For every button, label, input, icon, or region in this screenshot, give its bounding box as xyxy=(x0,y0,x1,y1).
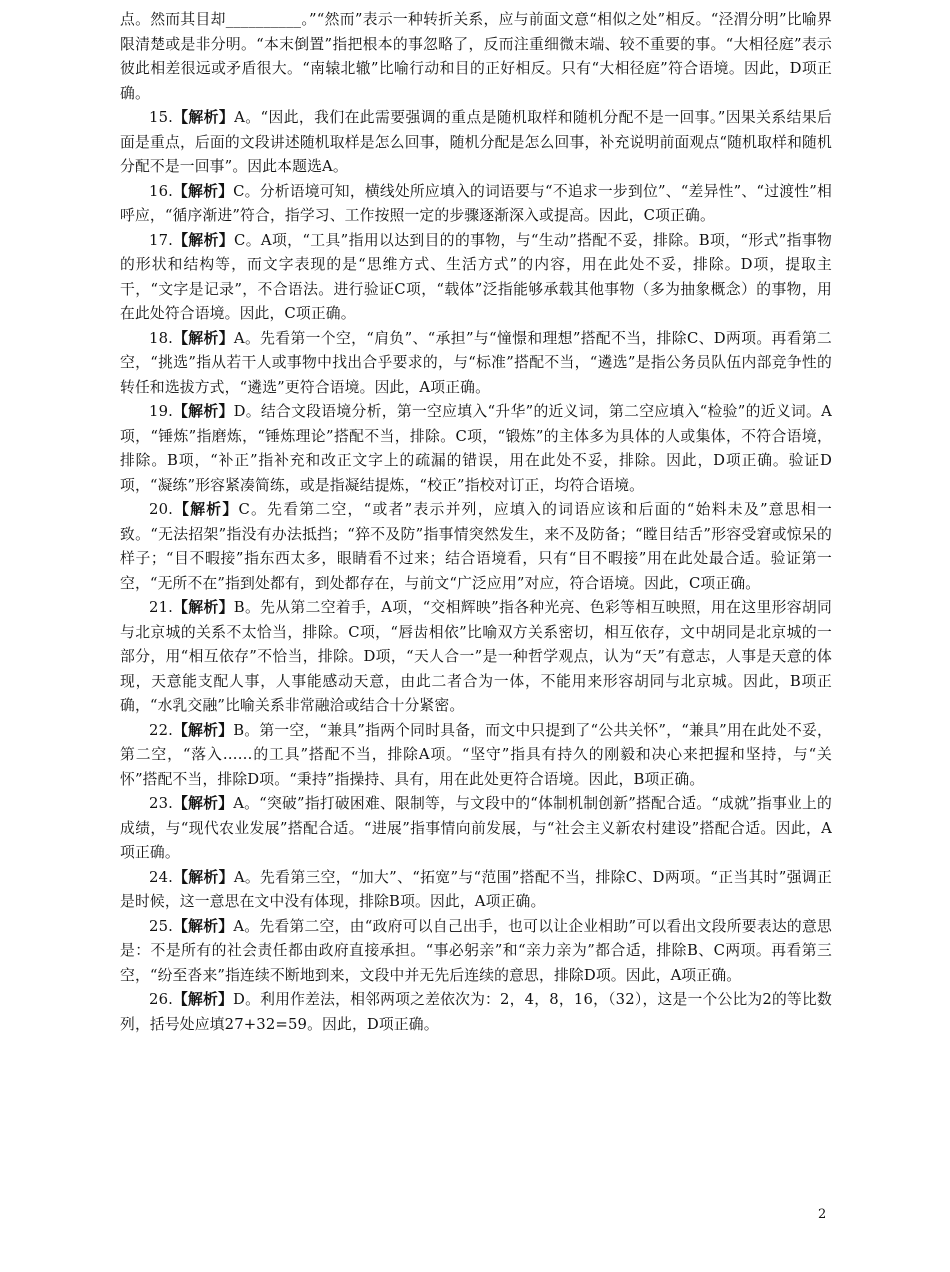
analysis-tag: 【解析】 xyxy=(172,991,234,1008)
analysis-tag: 【解析】 xyxy=(172,917,234,935)
analysis-tag: 【解析】 xyxy=(172,599,234,616)
item-text: D。结合文段语境分析，第一空应填入“升华”的近义词，第二空应填入“检验”的近义词。A项，“锤炼”指磨炼，“锤炼理论”搭配不当，排除。C项，“锻炼”的主体多为具体的人或集体，不符合语境，排除。B项，“补正”指补充和改正文字上的疏漏的错误，用在此处不妥，排除。因此，D项正确。验证D项，“凝练”形容紧凑简练，或是指凝结提炼，“校正”指校对订正，均符合语境。 xyxy=(120,403,832,494)
analysis-tag: 【解析】 xyxy=(172,329,234,347)
analysis-tag: 【解析】 xyxy=(172,182,234,200)
item-text: C。先看第二空，“或者”表示并列，应填入的词语应该和后面的“始料未及”意思相一致。“无法招架”指没有办法抵挡；“猝不及防”指事情突然发生，来不及防备；“瞠目结舌”形容受窘或惊呆的样子；“目不暇接”指东西太多，眼睛看不过来；结合语境看，只有“目不暇接”用在此处最合适。验证第一空，“无所不在”指到处都有，到处都存在，与前文“广泛应用”对应，符合语境。因此，C项正确。 xyxy=(120,501,832,592)
item-number: 17. xyxy=(149,231,173,249)
item-number: 19. xyxy=(149,403,173,420)
item-text: A。“因此，我们在此需要强调的重点是随机取样和随机分配不是一回事。”因果关系结果后面是重点，后面的文段讲述随机取样是怎么回事，随机分配是怎么回事，补充说明前面观点“随机取样和随机分配不是一回事”。因此本题选A。 xyxy=(120,109,832,175)
item-number: 26. xyxy=(149,991,173,1008)
item-text: D。利用作差法，相邻两项之差依次为：2，4，8，16，（32），这是一个公比为2的等比数列，括号处应填27+32=59。因此，D项正确。 xyxy=(120,991,832,1033)
item-text: A。先看第三空，“加大”、“拓宽”与“范围”搭配不当，排除C、D两项。“正当其时”强调正是时候，这一意思在文中没有体现，排除B项。因此，A项正确。 xyxy=(120,868,832,910)
item-text: A。先看第一个空，“肩负”、“承担”与“憧憬和理想”搭配不当，排除C、D两项。再看第二空，“挑选”指从若干人或事物中找出合乎要求的，与“标准”搭配不当，“遴选”是指公务员队伍内部竞争性的转任和选拔方式，“遴选”更符合语境。因此，A项正确。 xyxy=(120,329,832,396)
explanation-item-24 xyxy=(120,866,832,915)
analysis-tag: 【解析】 xyxy=(172,868,234,886)
explanation-item-18 xyxy=(120,327,832,401)
item-text: B。第一空，“兼具”指两个同时具备，而文中只提到了“公共关怀”，“兼具”用在此处不妥，第二空，“落入……的工具”搭配不当，排除A项。“坚守”指具有持久的刚毅和决心来把握和坚持，与“关怀”搭配不当，排除D项。“秉持”指操持、具有，用在此处更符合语境。因此，B项正确。 xyxy=(120,721,832,788)
item-text: C。分析语境可知，横线处所应填入的词语要与“不追求一步到位”、“差异性”、“过渡性”相呼应，“循序渐进”符合，指学习、工作按照一定的步骤逐渐深入或提高。因此，C项正确。 xyxy=(120,182,832,224)
item-text: C。A项，“工具”指用以达到目的的事物，与“生动”搭配不妥，排除。B项，“形式”指事物的形状和结构等，而文字表现的是“思维方式、生活方式”的内容，用在此处不妥，排除。D项，提取主干，“文字是记录”，不合语法。进行验证C项，“载体”泛指能够承载其他事物（多为抽象概念）的事物，用在此处符合语境。因此，C项正确。 xyxy=(120,231,832,322)
explanation-item-16 xyxy=(120,180,832,229)
explanation-item-25 xyxy=(120,915,832,989)
item-number: 16. xyxy=(149,182,173,200)
explanation-item-26 xyxy=(120,988,832,1037)
item-number: 24. xyxy=(149,868,173,886)
explanation-item-15 xyxy=(120,106,832,180)
explanation-item-21 xyxy=(120,596,832,719)
explanation-item-19 xyxy=(120,400,832,498)
item-text: A。先看第二空，由“政府可以自己出手，也可以让企业相助”可以看出文段所要表达的意思是：不是所有的社会责任都由政府直接承担。“事必躬亲”和“亲力亲为”都合适，排除B、C两项。再看第三空，“纷至沓来”指连续不断地到来，文段中并无先后连续的意思，排除D项。因此，A项正确。 xyxy=(120,917,832,984)
analysis-tag: 【解析】 xyxy=(172,501,239,518)
analysis-tag: 【解析】 xyxy=(172,721,234,739)
analysis-tag: 【解析】 xyxy=(172,795,234,812)
item-number: 20. xyxy=(149,501,173,518)
analysis-tag: 【解析】 xyxy=(172,403,234,420)
item-number: 21. xyxy=(149,599,173,616)
page-number: 2 xyxy=(818,1207,827,1222)
item-text: A。“突破”指打破困难、限制等，与文段中的“体制机制创新”搭配合适。“成就”指事业上的成绩，与“现代农业发展”搭配合适。“进展”指事情向前发展，与“社会主义新农村建设”搭配合适。因此，A项正确。 xyxy=(120,795,832,861)
analysis-tag: 【解析】 xyxy=(172,231,234,249)
intro-paragraph: 点。然而其目却__________。”“然而”表示一种转折关系，应与前面文意“相似之处”相反。“泾渭分明”比喻界限清楚或是非分明。“本末倒置”指把根本的事忽略了，反而注重细微末端、较不重要的事。“大相径庭”表示彼此相差很远或矛盾很大。“南辕北辙”比喻行动和目的正好相反。只有“大相径庭”符合语境。因此，D项正确。 xyxy=(120,11,832,102)
item-number: 18. xyxy=(149,329,173,347)
explanation-item-23 xyxy=(120,792,832,866)
item-number: 15. xyxy=(149,109,173,126)
item-number: 23. xyxy=(149,795,173,812)
item-number: 22. xyxy=(149,721,173,739)
explanation-item-20 xyxy=(120,498,832,596)
item-number: 25. xyxy=(149,917,173,935)
answer-explanations xyxy=(120,8,832,1037)
analysis-tag: 【解析】 xyxy=(172,109,235,126)
explanation-item-17 xyxy=(120,229,832,327)
item-text: B。先从第二空着手，A项，“交相辉映”指各种光亮、色彩等相互映照，用在这里形容胡同与北京城的关系不太恰当，排除。C项，“唇齿相依”比喻双方关系密切，相互依存，文中胡同是北京城的一部分，用“相互依存”不恰当，排除。D项，“天人合一”是一种哲学观点，认为“天”有意志，人事是天意的体现，天意能支配人事，人事能感动天意，由此二者合为一体，不能用来形容胡同与北京城。因此，B项正确，“水乳交融”比喻关系非常融洽或结合十分紧密。 xyxy=(120,599,832,714)
explanation-item-22 xyxy=(120,719,832,793)
